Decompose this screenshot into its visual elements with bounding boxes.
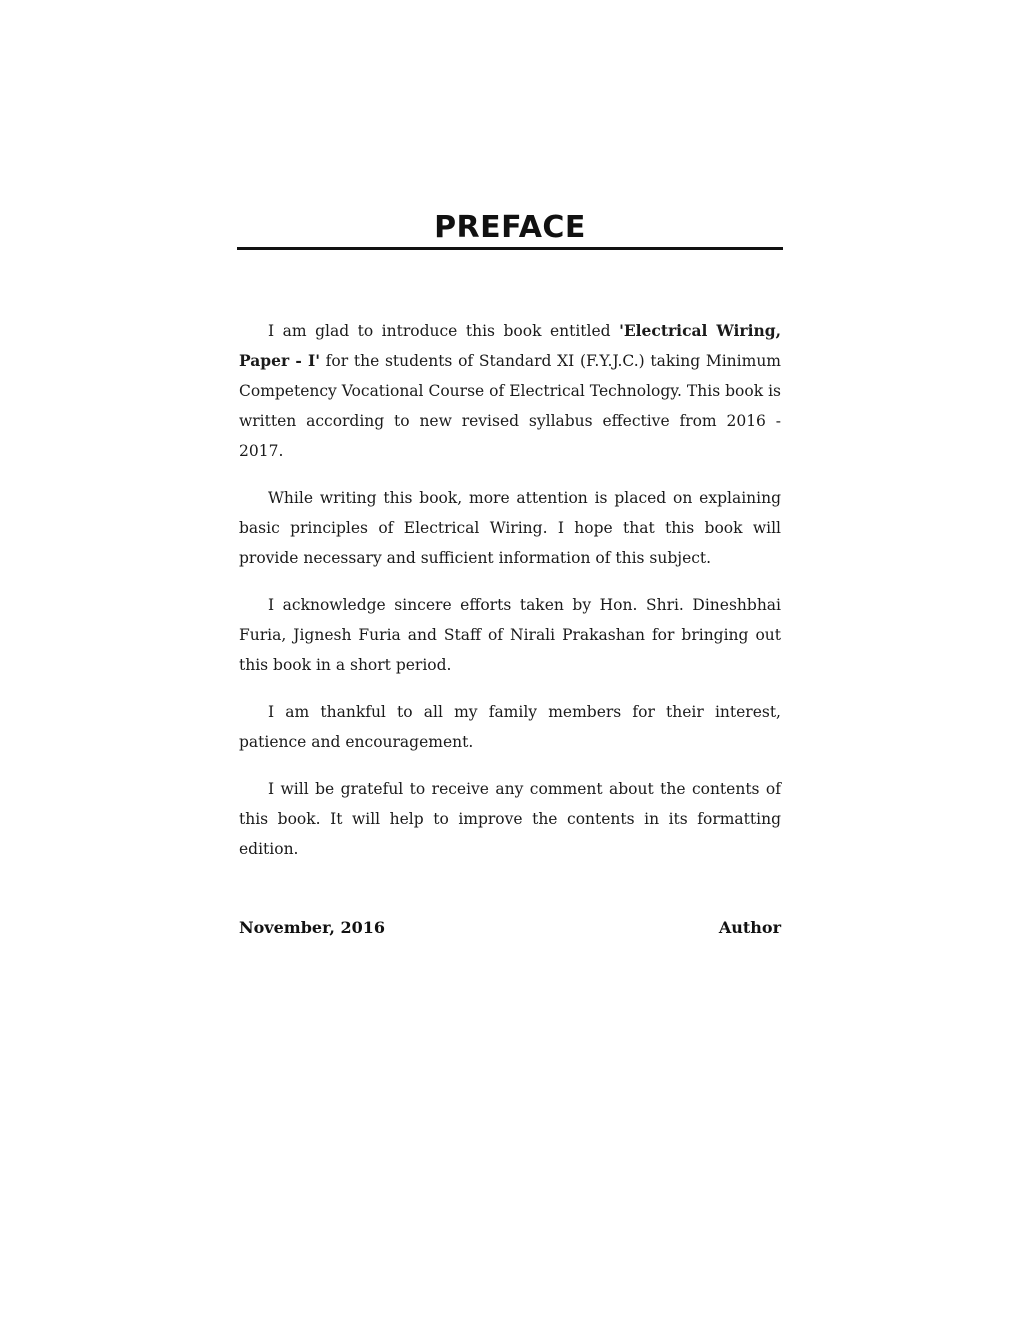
signature-row: [239, 917, 781, 939]
paragraph-thanks: I am thankful to all my family members for their interest, patience and encouragement.: [239, 703, 781, 751]
paragraph-acknowledgement: I acknowledge sincere efforts taken by Hon. Shri. Dineshbhai Furia, Jignesh Furia and Staff of Nirali Prakashan for bringing out this book in a short period.: [239, 596, 781, 674]
paragraph-attention: While writing this book, more attention is placed on explaining basic principles of Electrical Wiring. I hope that this book will provide necessary and sufficient information of this subject.: [239, 489, 781, 567]
book-title: 'Electrical Wiring, Paper - I': [239, 321, 781, 370]
paragraph-intro-start: I am glad to introduce this book entitled: [268, 322, 620, 340]
preface-body: [239, 316, 781, 864]
paragraph-intro-end: for the students of Standard XI (F.Y.J.C.) taking Minimum Competency Vocational Course of Electrical Technology. This book is written according to new revised syllabus effective from 2016 - 2017.: [239, 352, 781, 460]
page-title: PREFACE: [434, 210, 586, 245]
paragraph-intro: [239, 316, 781, 466]
preface-page: [239, 208, 781, 939]
signature-date: November, 2016: [239, 918, 386, 937]
paragraph-feedback: I will be grateful to receive any comment about the contents of this book. It will help to improve the contents in its formatting edition.: [239, 780, 781, 858]
signature-author: Author: [718, 918, 781, 937]
